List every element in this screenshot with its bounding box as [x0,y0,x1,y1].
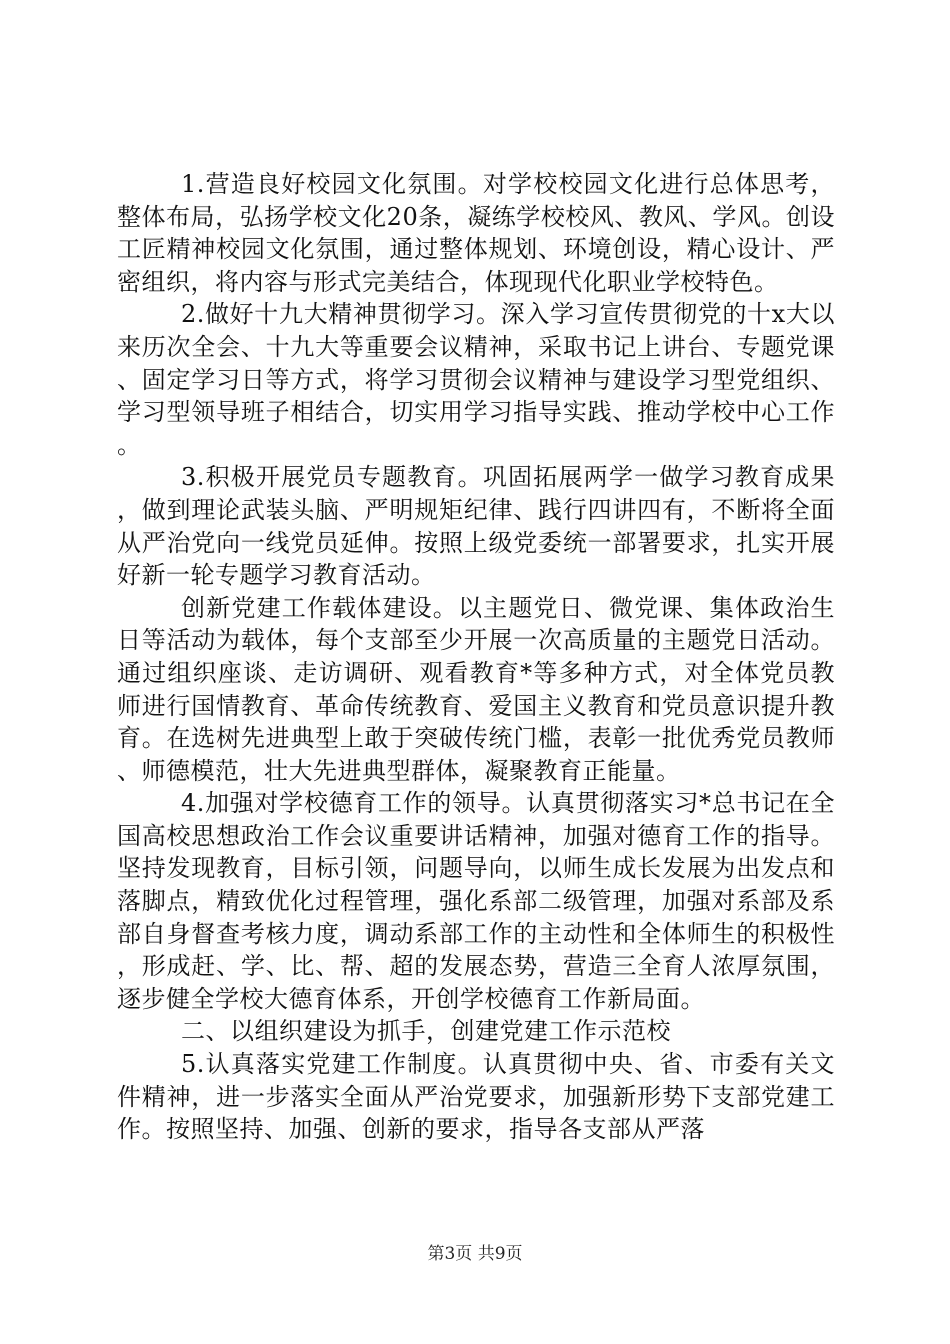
paragraph-5: 4.加强对学校德育工作的领导。认真贯彻落实习*总书记在全国高校思想政治工作会议重要讲话精神，加强对德育工作的指导。坚持发现教育，目标引领，问题导向，以师生成长发展为出发点和落脚点，精致优化过程管理，强化系部二级管理，加强对系部及系部自身督查考核力度，调动系部工作的主动性和全体师生的积极性，形成赶、学、比、帮、超的发展态势，营造三全育人浓厚氛围，逐步健全学校大德育体系，开创学校德育工作新局面。 [117,789,835,1013]
paragraph-3: 3.积极开展党员专题教育。巩固拓展两学一做学习教育成果，做到理论武装头脑、严明规矩纪律、践行四讲四有，不断将全面从严治党向一线党员延伸。按照上级党委统一部署要求，扎实开展好新一轮专题学习教育活动。 [117,463,835,590]
paragraph-1: 1.营造良好校园文化氛围。对学校校园文化进行总体思考，整体布局，弘扬学校文化20条，凝练学校校风、教风、学风。创设工匠精神校园文化氛围，通过整体规划、环境创设，精心设计、严密组织，将内容与形式完美结合，体现现代化职业学校特色。 [117,170,835,296]
paragraph-2: 2.做好十九大精神贯彻学习。深入学习宣传贯彻党的十x大以来历次全会、十九大等重要会议精神，采取书记上讲台、专题党课、固定学习日等方式，将学习贯彻会议精神与建设学习型党组织、学习型领导班子相结合，切实用学习指导实践、推动学校中心工作。 [117,300,835,459]
page-number-footer: 第3页 共9页 [427,1244,523,1264]
document-body [117,168,835,1146]
paragraph-6: 5.认真落实党建工作制度。认真贯彻中央、省、市委有关文件精神，进一步落实全面从严治党要求，加强新形势下支部党建工作。按照坚持、加强、创新的要求，指导各支部从严落 [117,1050,835,1144]
paragraph-4: 创新党建工作载体建设。以主题党日、微党课、集体政治生日等活动为载体，每个支部至少开展一次高质量的主题党日活动。通过组织座谈、走访调研、观看教育*等多种方式，对全体党员教师进行国情教育、革命传统教育、爱国主义教育和党员意识提升教育。在选树先进典型上敢于突破传统门槛，表彰一批优秀党员教师、师德模范，壮大先进典型群体，凝聚教育正能量。 [117,593,835,785]
section-heading: 二、以组织建设为抓手，创建党建工作示范校 [181,1017,671,1046]
